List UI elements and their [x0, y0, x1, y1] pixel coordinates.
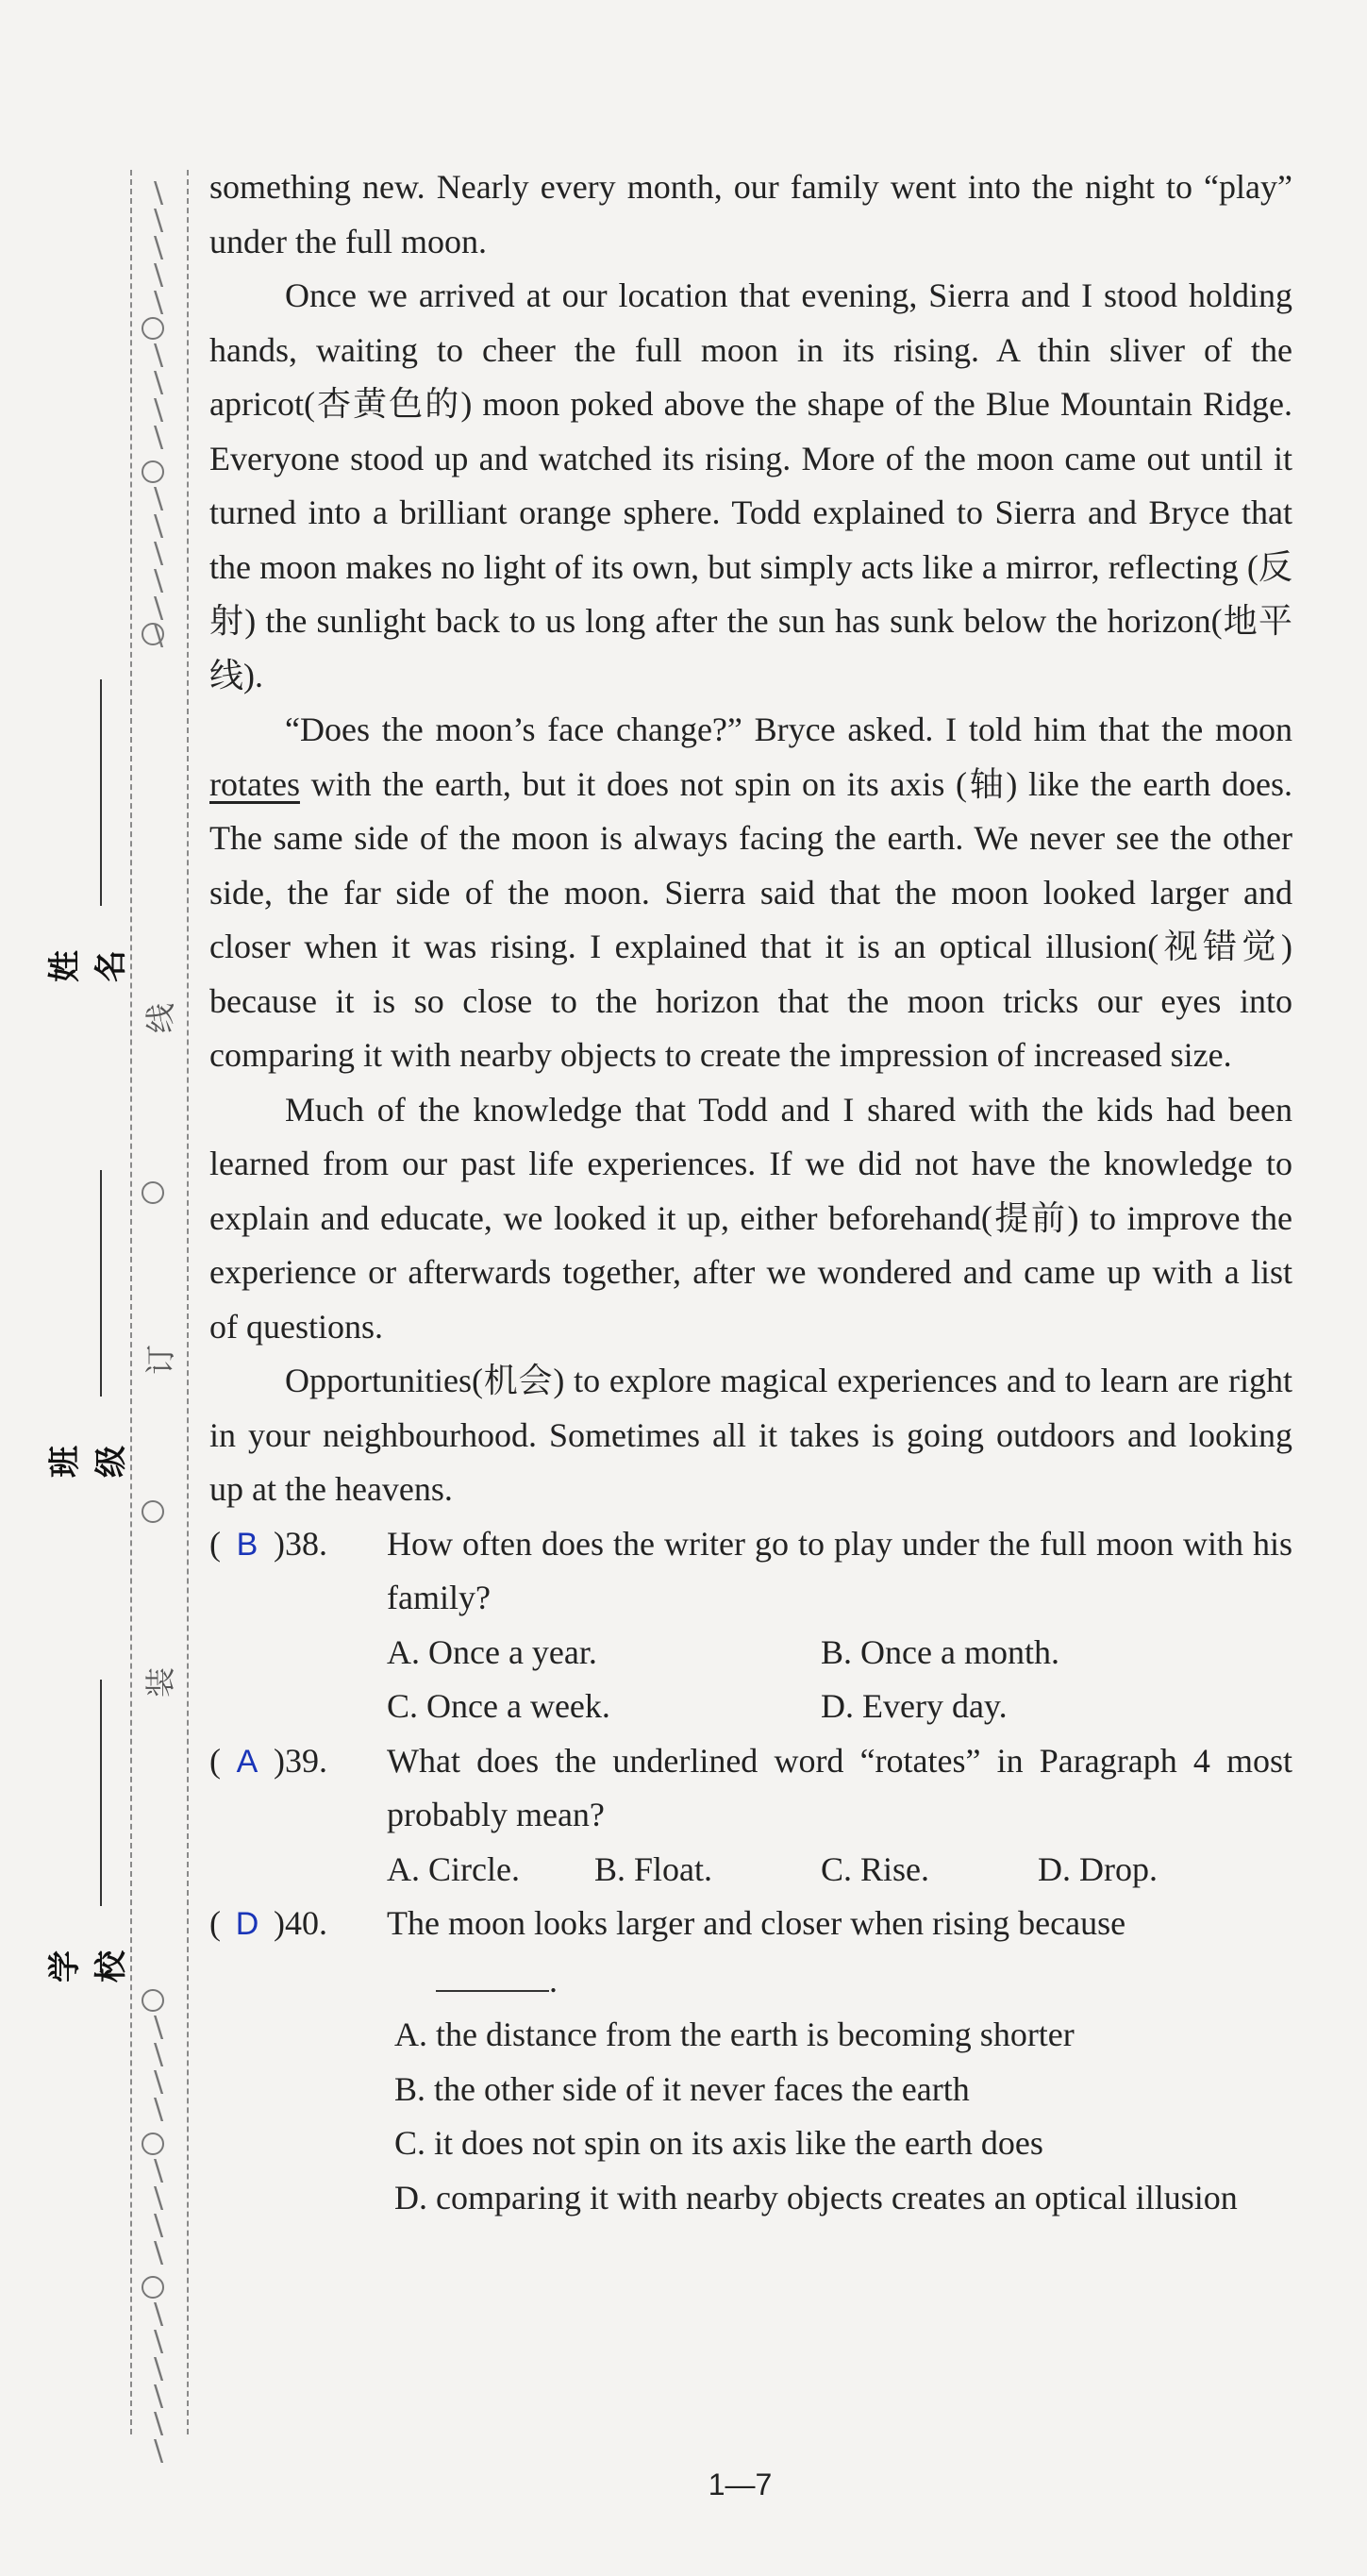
option-a[interactable]: A. Once a year. — [387, 1632, 597, 1671]
blank-period: . — [549, 1961, 558, 1999]
option-b[interactable]: B. Once a month. — [821, 1632, 1059, 1671]
margin-circle-mark — [142, 317, 164, 340]
question-text: What does the underlined word “rotates” in Paragraph 4 most probably mean? — [387, 1741, 1292, 1833]
margin-circle-mark — [142, 1181, 164, 1204]
option-c[interactable]: C. it does not spin on its axis like the earth does — [394, 2124, 1043, 2162]
answer-40[interactable]: D — [235, 1906, 259, 1942]
margin-slashes: \ \ \ \ — [153, 2154, 164, 2269]
class-field-line[interactable] — [100, 1170, 102, 1397]
options — [387, 1626, 1292, 1734]
question-38 — [209, 1517, 1292, 1734]
paragraph-3-after: with the earth, but it does not spin on its axis (轴) like the earth does. The same side of the moon is always facing the earth. We never see the other side, the far side of the moon. Sierra said that the moon looked larger and closer when it was rising. I explained that it is an optical illusion(视错觉) because it is so close to the horizon that the moon tricks our eyes into comparing it with nearby objects to create the impression of increased size. — [209, 764, 1292, 1074]
name-field-line[interactable] — [100, 679, 102, 906]
paren-open: ( — [209, 1904, 221, 1942]
option-d[interactable]: D. Every day. — [821, 1687, 1008, 1725]
margin-circle-mark — [142, 2276, 164, 2299]
margin-dash-line-inner — [187, 170, 189, 2434]
paragraph-4: Much of the knowledge that Todd and I shared with the kids had been learned from our past life experiences. If we did not have the knowledge to explain and educate, we looked it up, either beforehand(提前) to improve the experience or afterwards together, after we wondered and came up with a list of questions. — [209, 1090, 1292, 1346]
margin-circle-mark — [142, 2133, 164, 2155]
margin-circle-mark — [142, 623, 164, 645]
name-field-label: 姓名 — [46, 950, 130, 982]
paren-open: ( — [209, 1741, 221, 1780]
margin-slashes: \ \ \ \ — [153, 339, 164, 454]
paren-open: ( — [209, 1524, 221, 1563]
margin-circle-mark — [142, 1500, 164, 1523]
answer-38[interactable]: B — [236, 1526, 258, 1563]
school-field-line[interactable] — [100, 1680, 102, 1906]
options — [394, 2008, 1292, 2225]
option-c[interactable]: C. Once a week. — [387, 1687, 610, 1725]
margin-circle-mark — [142, 1989, 164, 2012]
school-field-label: 学校 — [46, 1950, 130, 1982]
reading-passage — [209, 160, 1292, 2225]
question-39 — [209, 1734, 1292, 1898]
question-text: The moon looks larger and closer when rising because — [387, 1904, 1126, 1942]
option-a[interactable]: A. Circle. — [387, 1849, 520, 1888]
page-number: 1—7 — [708, 2467, 773, 2501]
option-d[interactable]: D. Drop. — [1038, 1849, 1158, 1888]
question-number: )40. — [274, 1904, 327, 1942]
cut-label-bind: 装 — [142, 1667, 178, 1698]
question-number: )39. — [274, 1741, 327, 1780]
paragraph-3-before: “Does the moon’s face change?” Bryce asked. I told him that the moon — [285, 711, 1292, 748]
answer-blank-line — [436, 1952, 1292, 2009]
answer-blank[interactable] — [436, 1952, 549, 1992]
answer-39[interactable]: A — [236, 1743, 258, 1780]
question-number: )38. — [274, 1524, 327, 1563]
margin-circle-mark — [142, 460, 164, 483]
class-field-label: 班级 — [46, 1446, 130, 1478]
option-d[interactable]: D. comparing it with nearby objects creates an optical illusion — [394, 2178, 1238, 2216]
margin-slashes: \ \ \ \ \ \ — [153, 482, 164, 652]
option-a[interactable]: A. the distance from the earth is becoming shorter — [394, 2016, 1075, 2053]
paragraph-5: Opportunities(机会) to explore magical experiences and to learn are right in your neighbourhood. Sometimes all it takes is going outdoors and looking up at the heavens. — [209, 1362, 1292, 1508]
option-b[interactable]: B. Float. — [594, 1849, 713, 1888]
question-text: How often does the writer go to play under the full moon with his family? — [387, 1524, 1292, 1616]
question-40 — [209, 1897, 1292, 2225]
cut-label-line: 线 — [142, 1003, 178, 1034]
margin-slashes: \ \ \ \ — [153, 2011, 164, 2126]
paragraph-2: Once we arrived at our location that evening, Sierra and I stood holding hands, waiting to cheer the full moon in its rising. A thin sliver of the apricot(杏黄色的) moon poked above the shape of the Blue Mountain Ridge. Everyone stood up and watched its rising. More of the moon came out until it turned into a brilliant orange sphere. Todd explained to Sierra and Bryce that the moon makes no light of its own, but simply acts like a mirror, reflecting (反射) the sunlight back to us long after the sun has sunk below the horizon(地平线). — [209, 276, 1292, 694]
option-c[interactable]: C. Rise. — [821, 1849, 930, 1888]
cut-label-order: 订 — [142, 1345, 178, 1376]
margin-slashes-bottom: \ \ \ \ \ \ — [153, 2298, 164, 2467]
paragraph-3 — [209, 703, 1292, 1083]
margin-slashes-top: \ \ \ \ \ — [153, 176, 164, 319]
margin-dash-line-outer — [130, 170, 132, 2434]
option-b[interactable]: B. the other side of it never faces the earth — [394, 2069, 970, 2108]
paragraph-1: something new. Nearly every month, our family went into the night to “play” under the full moon. — [209, 168, 1292, 260]
options — [387, 1843, 1292, 1898]
underlined-word: rotates — [209, 764, 300, 803]
